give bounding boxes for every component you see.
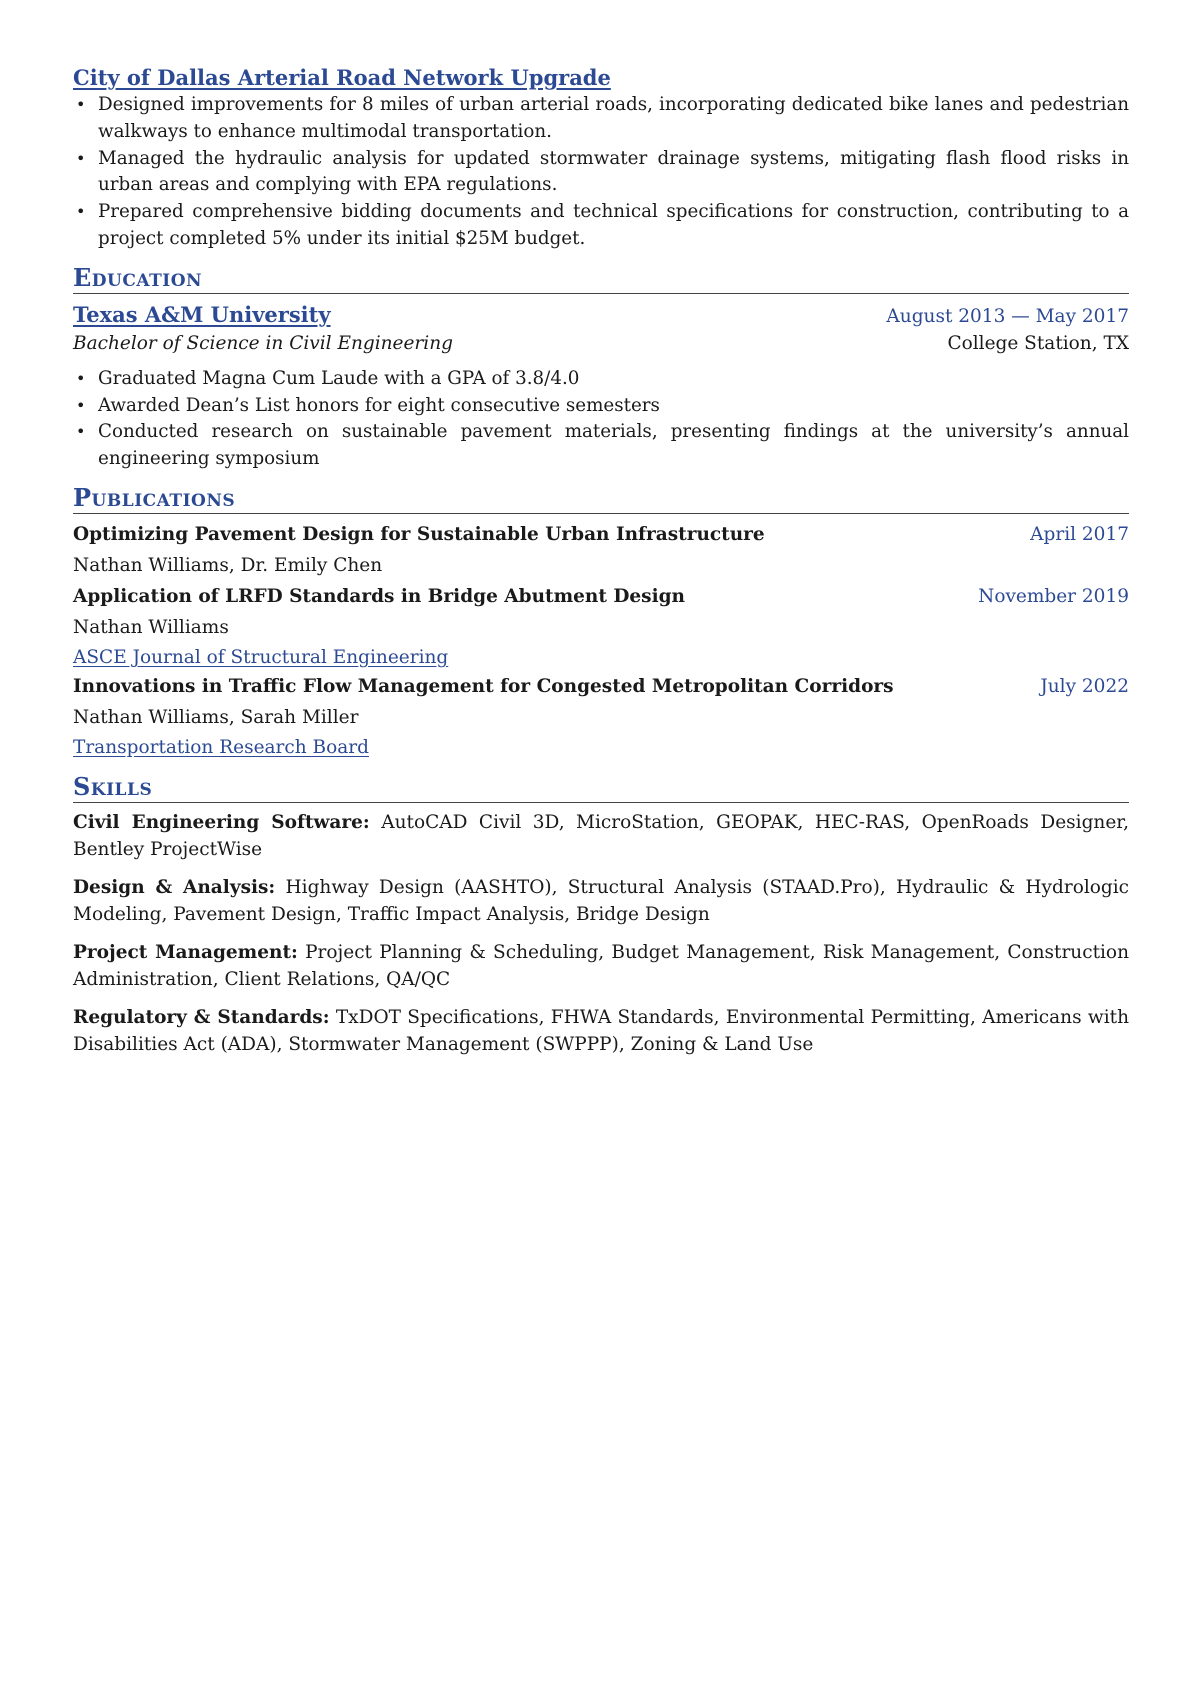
- publication-item: [73, 672, 1129, 762]
- publications-section: [73, 483, 1129, 762]
- publication-title: Innovations in Traffic Flow Management for Congested Metropolitan Corridors: [73, 675, 894, 697]
- project-section: [73, 64, 1129, 253]
- degree: Bachelor of Science in Civil Engineering: [73, 332, 453, 354]
- publication-item: [73, 520, 1129, 582]
- skill-text: Highway Design (AASHTO), Structural Analysis (STAAD.Pro), Hydraulic & Hydrologic Modeling, Pavement Design, Traffic Impact Analysis, Bridge Design: [73, 876, 1130, 925]
- school-name-link[interactable]: Texas A&M University: [73, 301, 331, 327]
- skill-row: [73, 874, 1129, 928]
- education-location: College Station, TX: [947, 332, 1129, 354]
- skill-text: Project Planning & Scheduling, Budget Management, Risk Management, Construction Administration, Client Relations, QA/QC: [73, 941, 1129, 990]
- education-heading: Education: [73, 263, 1129, 294]
- publication-venue-link[interactable]: Transportation Research Board: [73, 736, 369, 758]
- skill-label: Project Management:: [73, 941, 298, 963]
- skill-row: [73, 809, 1129, 863]
- publications-heading: Publications: [73, 483, 1129, 514]
- education-bullet: • Conducted research on sustainable pavement materials, presenting findings at the university’s annual engineering symposium: [73, 419, 1129, 473]
- education-bullet: • Graduated Magna Cum Laude with a GPA of 3.8/4.0: [73, 366, 1129, 393]
- skill-label: Regulatory & Standards:: [73, 1006, 330, 1028]
- skill-label: Civil Engineering Software:: [73, 811, 370, 833]
- publication-venue-link[interactable]: ASCE Journal of Structural Engineering: [73, 646, 449, 668]
- skill-text: TxDOT Specifications, FHWA Standards, Environmental Permitting, Americans with Disabilities Act (ADA), Stormwater Management (SWPPP), Zoning & Land Use: [73, 1006, 1129, 1055]
- publication-authors: Nathan Williams: [73, 616, 229, 638]
- skills-section: [73, 772, 1129, 1058]
- education-bullet: • Awarded Dean’s List honors for eight consecutive semesters: [73, 393, 1129, 420]
- publication-authors: Nathan Williams, Dr. Emily Chen: [73, 554, 383, 576]
- project-bullet: • Prepared comprehensive bidding documents and technical specifications for construction, contributing to a project completed 5% under its initial $25M budget.: [73, 199, 1129, 253]
- publication-date: April 2017: [1030, 523, 1129, 545]
- publication-date: November 2019: [978, 585, 1129, 607]
- resume-page: [73, 64, 1129, 1069]
- publication-authors: Nathan Williams, Sarah Miller: [73, 706, 359, 728]
- education-bullets: [73, 366, 1129, 473]
- publication-title: Optimizing Pavement Design for Sustainable Urban Infrastructure: [73, 523, 765, 545]
- publication-date: July 2022: [1040, 675, 1129, 697]
- education-dates: August 2013 — May 2017: [886, 305, 1129, 327]
- publication-title: Application of LRFD Standards in Bridge Abutment Design: [73, 585, 685, 607]
- skills-heading: Skills: [73, 772, 1129, 803]
- education-section: [73, 263, 1129, 473]
- project-bullet: • Designed improvements for 8 miles of urban arterial roads, incorporating dedicated bike lanes and pedestrian walkways to enhance multimodal transportation.: [73, 92, 1129, 146]
- skill-row: [73, 1004, 1129, 1058]
- publication-item: [73, 582, 1129, 672]
- project-title-link[interactable]: City of Dallas Arterial Road Network Upgrade: [73, 65, 611, 90]
- skill-label: Design & Analysis:: [73, 876, 276, 898]
- project-bullet: • Managed the hydraulic analysis for updated stormwater drainage systems, mitigating flash flood risks in urban areas and complying with EPA regulations.: [73, 146, 1129, 200]
- project-bullets: [73, 92, 1129, 253]
- skill-row: [73, 939, 1129, 993]
- skill-text: AutoCAD Civil 3D, MicroStation, GEOPAK, HEC-RAS, OpenRoads Designer, Bentley ProjectWise: [73, 811, 1129, 860]
